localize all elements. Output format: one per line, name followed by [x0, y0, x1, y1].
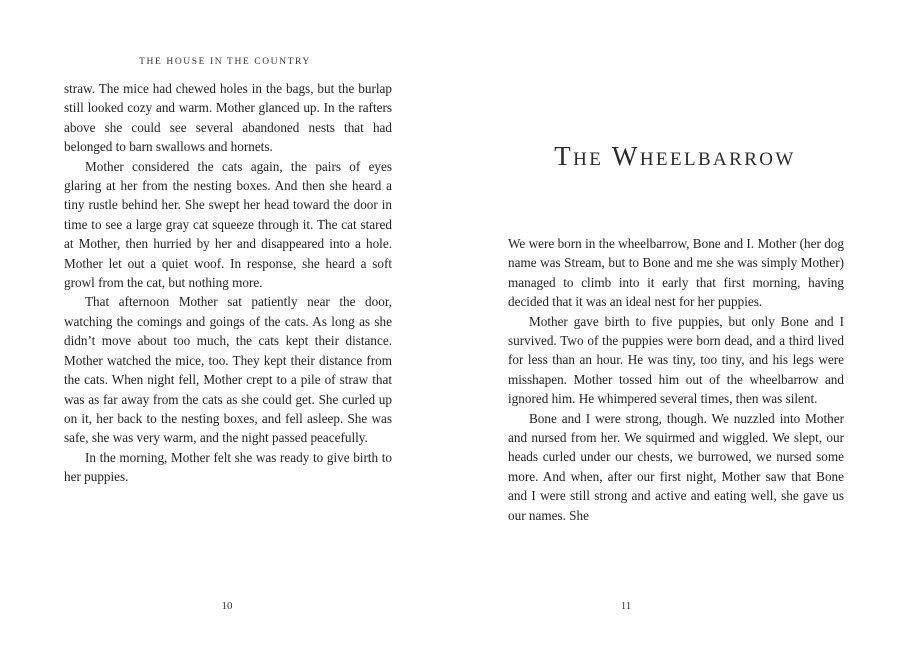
page-number: 10 [221, 600, 233, 612]
page-number: 11 [620, 600, 632, 612]
right-body-text [508, 234, 844, 525]
paragraph: In the morning, Mother felt she was ready to give birth to her puppies. [64, 449, 392, 485]
right-page [450, 0, 900, 654]
paragraph: We were born in the wheelbarrow, Bone and I. Mother (her dog name was Stream, but to Bone and me she was simply Mother) managed to climb into it early that first morning, having decided that it was an ideal nest for her puppies. [508, 236, 844, 310]
paragraph: That afternoon Mother sat patiently near the door, watching the comings and goings of the cats. As long as she didn’t move about too much, the cats kept their distance. Mother watched the mice, too. They kept their distance from the cats. When night fell, Mother crept to a pile of straw that was as far away from the cats as she could get. She curled up on it, her back to the nesting boxes, and fell asleep. She was safe, she was very warm, and the night passed peacefully. [64, 294, 392, 446]
paragraph: Mother gave birth to five puppies, but only Bone and I survived. Two of the puppies were born dead, and a third lived for less than an hour. He was tiny, too tiny, and his legs were misshapen. Mother tossed him out of the wheelbarrow and ignored him. He whimpered several times, then was silent. [508, 313, 844, 407]
paragraph: Mother considered the cats again, the pairs of eyes glaring at her from the nesting boxes. And then she heard a tiny rustle behind her. She swept her head toward the door in time to see a large gray cat squeeze through it. The cat stared at Mother, then hurried by her and disappeared into a hole. Mother let out a quiet woof. In response, she heard a soft growl from the cat, but nothing more. [64, 158, 392, 291]
paragraph: Bone and I were strong, though. We nuzzled into Mother and nursed from her. We squirmed and wiggled. We slept, our heads curled under our chests, we burrowed, we nursed some more. And when, after our first night, Mother saw that Bone and I were still strong and active and eating well, she gave us our names. She [508, 410, 844, 523]
paragraph: straw. The mice had chewed holes in the bags, but the burlap still looked cozy and warm. Mother glanced up. In the rafters above she could see several abandoned nests that had belonged to barn swallows and hornets. [64, 81, 392, 155]
left-body-text [64, 79, 392, 487]
running-head: THE HOUSE IN THE COUNTRY [139, 57, 311, 67]
chapter-title: The Wheelbarrow [554, 141, 796, 171]
